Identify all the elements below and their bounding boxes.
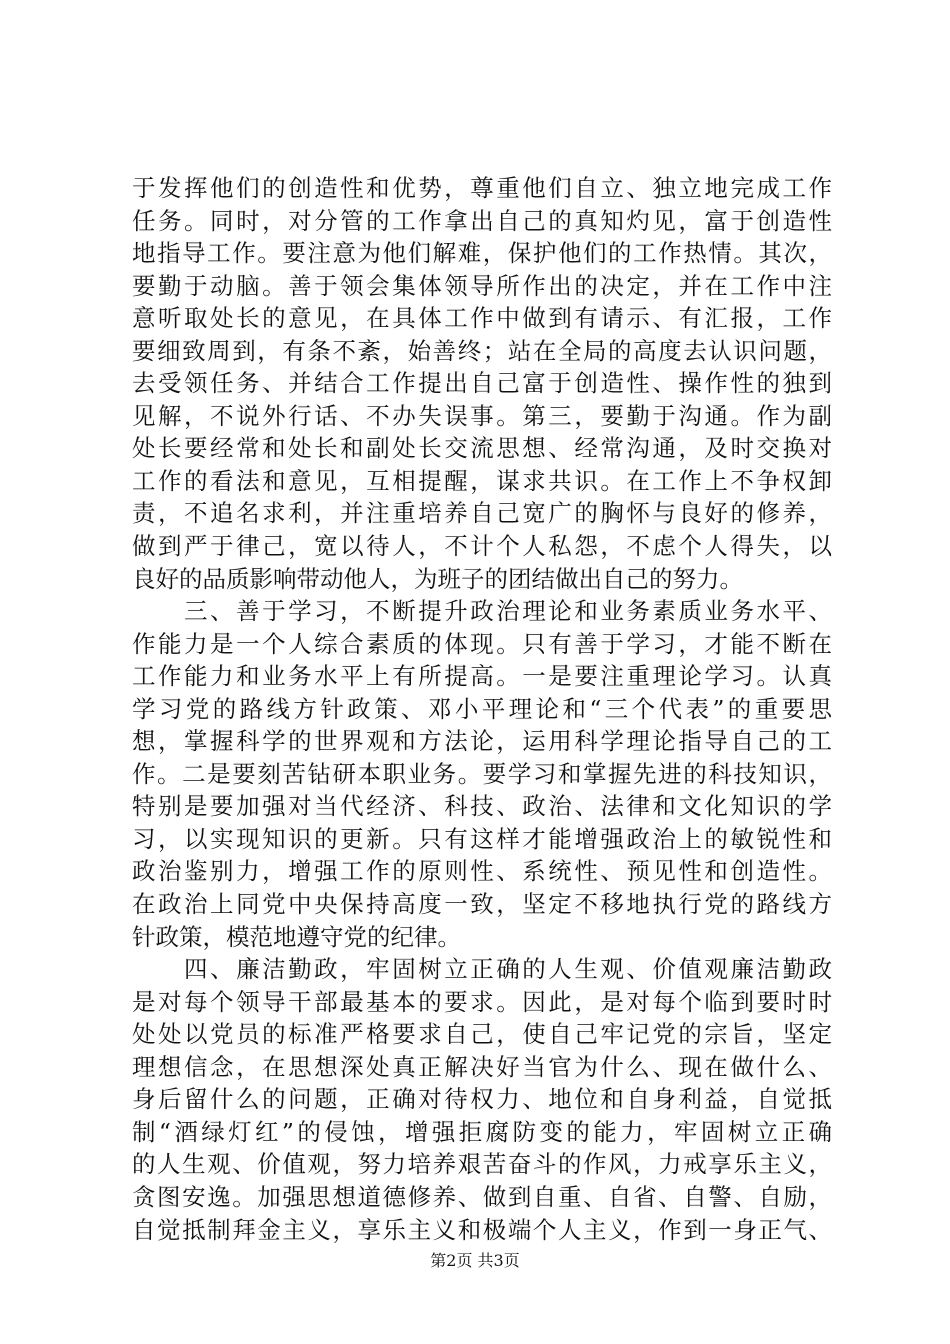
text-line: 特别是要加强对当代经济、科技、政治、法律和文化知识的学 [132,792,832,821]
text-line: 在政治上同党中央保持高度一致，坚定不移地执行党的路线方 [132,890,832,919]
text-line: 工作能力和业务水平上有所提高。一是要注重理论学习。认真 [132,662,832,691]
text-line: 制“酒绿灯红”的侵蚀，增强拒腐防变的能力，牢固树立正确 [132,1117,832,1146]
text-line: 贪图安逸。加强思想道德修养、做到自重、自省、自警、自励， [132,1182,832,1211]
text-line: 见解，不说外行话、不办失误事。第三，要勤于沟通。作为副 [132,401,832,430]
text-line: 理想信念，在思想深处真正解决好当官为什么、现在做什么、 [132,1052,832,1081]
text-line: 去受领任务、并结合工作提出自己富于创造性、操作性的独到 [132,369,832,398]
text-line: 想，掌握科学的世界观和方法论，运用科学理论指导自己的工 [132,727,832,756]
text-line: 责，不追名求利，并注重培养自己宽广的胸怀与良好的修养， [132,499,832,528]
text-line: 意听取处长的意见，在具体工作中做到有请示、有汇报，工作 [132,304,832,333]
text-line: 三、善于学习，不断提升政治理论和业务素质业务水平、 [132,597,832,626]
text-line: 做到严于律己，宽以待人，不计个人私怨，不虑个人得失，以 [132,532,832,561]
text-line: 于发挥他们的创造性和优势，尊重他们自立、独立地完成工作 [132,174,832,202]
text-line: 处长要经常和处长和副处长交流思想、经常沟通，及时交换对 [132,434,832,463]
text-line: 地指导工作。要注意为他们解难，保护他们的工作热情。其次， [132,239,832,268]
text-line: 政治鉴别力，增强工作的原则性、系统性、预见性和创造性。 [132,857,832,886]
text-line: 四、廉洁勤政，牢固树立正确的人生观、价值观廉洁勤政 [132,955,832,984]
text-line: 工作的看法和意见，互相提醒，谋求共识。在工作上不争权卸 [132,466,832,495]
text-line: 作。二是要刻苦钻研本职业务。要学习和掌握先进的科技知识， [132,759,832,788]
text-line: 是对每个领导干部最基本的要求。因此，是对每个临到要时时 [132,987,832,1016]
text-line: 学习党的路线方针政策、邓小平理论和“三个代表”的重要思 [132,694,832,723]
text-line: 自觉抵制拜金主义，享乐主义和极端个人主义，作到一身正气、 [132,1215,832,1244]
text-line: 良好的品质影响带动他人，为班子的团结做出自己的努力。 [132,564,743,593]
text-line: 处处以党员的标准严格要求自己，使自己牢记党的宗旨，坚定 [132,1020,832,1049]
text-line: 身后留什么的问题，正确对待权力、地位和自身利益，自觉抵 [132,1085,832,1114]
text-line: 的人生观、价值观，努力培养艰苦奋斗的作风，力戒享乐主义， [132,1150,832,1179]
page-footer: 第2页 共3页 [430,1251,520,1270]
text-line: 要勤于动脑。善于领会集体领导所作出的决定，并在工作中注 [132,271,832,300]
text-line: 作能力是一个人综合素质的体现。只有善于学习，才能不断在 [132,629,832,658]
text-line: 要细致周到，有条不紊，始善终；站在全局的高度去认识问题， [132,336,832,365]
text-line: 习，以实现知识的更新。只有这样才能增强政治上的敏锐性和 [132,824,832,853]
text-line: 任务。同时，对分管的工作拿出自己的真知灼见，富于创造性 [132,206,832,235]
body-text [132,172,832,1246]
text-line: 针政策，模范地遵守党的纪律。 [132,922,461,951]
